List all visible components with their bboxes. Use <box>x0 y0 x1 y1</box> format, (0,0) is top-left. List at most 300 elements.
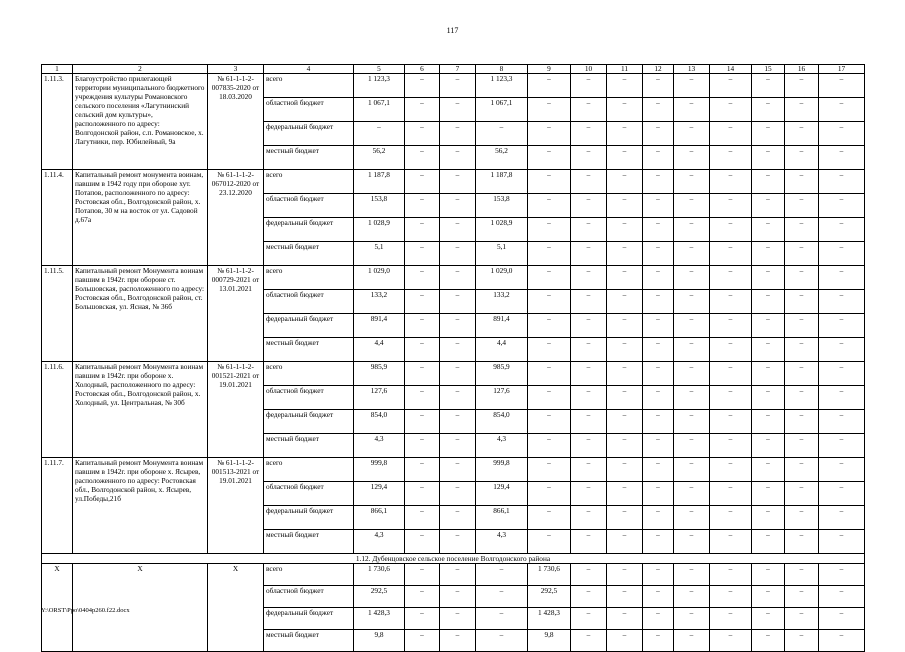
value-cell: – <box>710 530 752 554</box>
value-cell: – <box>528 410 571 434</box>
budget-source-label: областной бюджет <box>264 290 354 314</box>
value-cell-col5: 1 428,3 <box>354 608 405 630</box>
value-cell: – <box>785 122 819 146</box>
value-cell: – <box>571 362 607 386</box>
value-cell: – <box>674 410 710 434</box>
table-row <box>42 74 865 98</box>
value-cell-col8: 866,1 <box>476 506 528 530</box>
value-cell: – <box>607 530 643 554</box>
page-number: 117 <box>446 26 459 35</box>
value-cell: – <box>819 74 865 98</box>
value-cell-col5: 1 123,3 <box>354 74 405 98</box>
item-number: 1.11.5. <box>42 266 73 362</box>
value-cell: – <box>819 314 865 338</box>
value-cell-col5: 1 730,6 <box>354 564 405 586</box>
value-cell: – <box>710 434 752 458</box>
value-cell: – <box>674 266 710 290</box>
value-cell: – <box>643 586 674 608</box>
budget-source-label: местный бюджет <box>264 338 354 362</box>
value-cell: – <box>643 386 674 410</box>
budget-source-label: всего <box>264 458 354 482</box>
value-cell: – <box>528 362 571 386</box>
value-cell-col8: 999,8 <box>476 458 528 482</box>
value-cell: – <box>528 74 571 98</box>
value-cell: – <box>674 314 710 338</box>
value-cell: – <box>785 314 819 338</box>
value-cell-col7: – <box>440 530 476 554</box>
value-cell: – <box>571 290 607 314</box>
value-cell: – <box>528 170 571 194</box>
value-cell: – <box>643 506 674 530</box>
value-cell-col5: 5,1 <box>354 242 405 266</box>
column-number-cell: 5 <box>354 65 405 74</box>
budget-source-label: областной бюджет <box>264 194 354 218</box>
value-cell: – <box>752 98 785 122</box>
value-cell: – <box>674 458 710 482</box>
value-cell: – <box>643 194 674 218</box>
value-cell: – <box>571 266 607 290</box>
value-cell-col5: 4,3 <box>354 434 405 458</box>
item-contract: № 61-1-1-2-001513-2021 от 19.01.2021 <box>208 458 264 554</box>
value-cell: – <box>674 122 710 146</box>
value-cell-col5: 4,3 <box>354 530 405 554</box>
value-cell: – <box>785 506 819 530</box>
value-cell-col6: – <box>405 98 440 122</box>
value-cell: – <box>752 410 785 434</box>
value-cell-col6: – <box>405 194 440 218</box>
value-cell: – <box>819 586 865 608</box>
value-cell: – <box>785 338 819 362</box>
value-cell-col5: 1 187,8 <box>354 170 405 194</box>
value-cell: – <box>643 170 674 194</box>
value-cell: – <box>571 410 607 434</box>
value-cell: – <box>785 74 819 98</box>
value-cell: – <box>607 608 643 630</box>
value-cell: – <box>710 290 752 314</box>
value-cell: – <box>819 122 865 146</box>
value-cell-col7: – <box>440 586 476 608</box>
value-cell: – <box>571 586 607 608</box>
value-cell-col6: – <box>405 218 440 242</box>
value-cell-col8: 1 028,9 <box>476 218 528 242</box>
value-cell: – <box>674 194 710 218</box>
value-cell: – <box>819 338 865 362</box>
section-header-row <box>42 554 865 564</box>
value-cell: – <box>607 290 643 314</box>
column-number-cell: 2 <box>73 65 208 74</box>
value-cell: – <box>819 242 865 266</box>
value-cell: – <box>819 434 865 458</box>
item-contract: № 61-1-1-2-000729-2021 от 13.01.2021 <box>208 266 264 362</box>
value-cell: – <box>674 630 710 652</box>
value-cell-col7: – <box>440 218 476 242</box>
value-cell: – <box>643 218 674 242</box>
value-cell-col8: 4,3 <box>476 434 528 458</box>
budget-source-label: местный бюджет <box>264 630 354 652</box>
column-number-cell: 11 <box>607 65 643 74</box>
value-cell: – <box>674 564 710 586</box>
value-cell: – <box>785 608 819 630</box>
value-cell: – <box>571 530 607 554</box>
value-cell: – <box>528 98 571 122</box>
value-cell-col5: 985,9 <box>354 362 405 386</box>
value-cell: – <box>785 242 819 266</box>
value-cell: – <box>710 170 752 194</box>
value-cell-col6: – <box>405 242 440 266</box>
budget-source-label: федеральный бюджет <box>264 608 354 630</box>
value-cell-col6: – <box>405 434 440 458</box>
column-number-cell: 4 <box>264 65 354 74</box>
value-cell-col6: – <box>405 586 440 608</box>
value-cell: – <box>752 564 785 586</box>
value-cell: – <box>674 338 710 362</box>
value-cell-col7: – <box>440 194 476 218</box>
value-cell: – <box>674 98 710 122</box>
value-cell: – <box>752 386 785 410</box>
value-cell: – <box>752 434 785 458</box>
budget-source-label: федеральный бюджет <box>264 410 354 434</box>
item-number: 1.11.6. <box>42 362 73 458</box>
value-cell: – <box>752 266 785 290</box>
budget-source-label: местный бюджет <box>264 434 354 458</box>
value-cell-col5: 133,2 <box>354 290 405 314</box>
value-cell: – <box>528 242 571 266</box>
value-cell: – <box>819 98 865 122</box>
value-cell: – <box>785 458 819 482</box>
value-cell-col8: – <box>476 122 528 146</box>
value-cell: – <box>819 362 865 386</box>
value-cell-col8: 1 123,3 <box>476 74 528 98</box>
value-cell: – <box>607 242 643 266</box>
value-cell-col8: 153,8 <box>476 194 528 218</box>
value-cell-col7: – <box>440 314 476 338</box>
value-cell: – <box>819 608 865 630</box>
value-cell: – <box>752 146 785 170</box>
value-cell: – <box>528 506 571 530</box>
value-cell: – <box>710 410 752 434</box>
value-cell: – <box>607 506 643 530</box>
item-number: 1.11.3. <box>42 74 73 170</box>
value-cell: – <box>643 290 674 314</box>
value-cell: – <box>752 608 785 630</box>
value-cell: – <box>674 434 710 458</box>
item-name: Капитальный ремонт монумента воинам, павшим в 1942 году при обороне хут. Потапов, расположенного по адресу: Ростовская обл., Волгодонской район, х. Потапов, 30 м на восток от ул. Садовой д.67а <box>73 170 208 266</box>
value-cell-col5: 854,0 <box>354 410 405 434</box>
budget-source-label: местный бюджет <box>264 242 354 266</box>
value-cell: – <box>571 122 607 146</box>
value-cell: – <box>643 458 674 482</box>
value-cell: – <box>643 338 674 362</box>
value-cell: – <box>674 586 710 608</box>
value-cell: – <box>607 386 643 410</box>
value-cell: – <box>752 218 785 242</box>
value-cell: – <box>785 146 819 170</box>
value-cell-col6: – <box>405 338 440 362</box>
value-cell-col6: – <box>405 608 440 630</box>
value-cell-col7: – <box>440 506 476 530</box>
value-cell: – <box>571 506 607 530</box>
value-cell: – <box>710 506 752 530</box>
item-contract: № 61-1-1-2-001521-2021 от 19.01.2021 <box>208 362 264 458</box>
budget-source-label: областной бюджет <box>264 482 354 506</box>
value-cell: – <box>785 564 819 586</box>
value-cell-col7: – <box>440 362 476 386</box>
value-cell-col8: – <box>476 630 528 652</box>
value-cell: – <box>674 608 710 630</box>
column-number-cell: 3 <box>208 65 264 74</box>
value-cell: – <box>571 386 607 410</box>
value-cell-col7: – <box>440 122 476 146</box>
value-cell: – <box>752 122 785 146</box>
value-cell: – <box>710 314 752 338</box>
value-cell: – <box>643 608 674 630</box>
value-cell-col6: – <box>405 170 440 194</box>
value-cell-col6: – <box>405 458 440 482</box>
value-cell-col6: – <box>405 482 440 506</box>
table-row <box>42 458 865 482</box>
value-cell-col5: – <box>354 122 405 146</box>
value-cell: – <box>674 482 710 506</box>
budget-table-wrapper <box>41 64 864 652</box>
value-cell-col5: 1 067,1 <box>354 98 405 122</box>
value-cell-col8: 133,2 <box>476 290 528 314</box>
value-cell: – <box>528 218 571 242</box>
value-cell: – <box>528 338 571 362</box>
value-cell: – <box>528 266 571 290</box>
value-cell: – <box>571 458 607 482</box>
column-number-cell: 15 <box>752 65 785 74</box>
value-cell-col6: – <box>405 290 440 314</box>
value-cell-col7: – <box>440 146 476 170</box>
value-cell: – <box>710 146 752 170</box>
value-cell: – <box>643 564 674 586</box>
value-cell: – <box>528 434 571 458</box>
value-cell: – <box>643 146 674 170</box>
value-cell: – <box>607 458 643 482</box>
value-cell: – <box>528 530 571 554</box>
budget-source-label: федеральный бюджет <box>264 314 354 338</box>
value-cell: – <box>643 434 674 458</box>
item-contract: № 61-1-1-2-067012-2020 от 23.12.2020 <box>208 170 264 266</box>
budget-source-label: местный бюджет <box>264 146 354 170</box>
value-cell-col6: – <box>405 74 440 98</box>
value-cell-col8: 4,4 <box>476 338 528 362</box>
value-cell: – <box>785 170 819 194</box>
x-mark-cell: Х <box>73 564 208 652</box>
budget-source-label: местный бюджет <box>264 530 354 554</box>
value-cell: – <box>607 314 643 338</box>
value-cell-col8: 1 187,8 <box>476 170 528 194</box>
value-cell-col6: – <box>405 506 440 530</box>
value-cell-col6: – <box>405 122 440 146</box>
value-cell: – <box>674 170 710 194</box>
value-cell-col8: 1 029,0 <box>476 266 528 290</box>
value-cell-col5: 9,8 <box>354 630 405 652</box>
value-cell-col8: 5,1 <box>476 242 528 266</box>
value-cell: – <box>752 314 785 338</box>
column-number-cell: 13 <box>674 65 710 74</box>
value-cell: – <box>819 630 865 652</box>
value-cell-col6: – <box>405 266 440 290</box>
value-cell: – <box>528 482 571 506</box>
value-cell-col5: 866,1 <box>354 506 405 530</box>
value-cell: – <box>785 98 819 122</box>
value-cell: – <box>752 338 785 362</box>
value-cell: – <box>710 194 752 218</box>
budget-source-label: областной бюджет <box>264 586 354 608</box>
value-cell-col6: – <box>405 564 440 586</box>
value-cell-col7: – <box>440 410 476 434</box>
column-number-cell: 1 <box>42 65 73 74</box>
value-cell-col9: 1 730,6 <box>528 564 571 586</box>
value-cell: – <box>674 386 710 410</box>
value-cell: – <box>607 266 643 290</box>
value-cell-col8: 129,4 <box>476 482 528 506</box>
value-cell: – <box>571 608 607 630</box>
value-cell: – <box>571 170 607 194</box>
value-cell: – <box>674 290 710 314</box>
value-cell: – <box>752 362 785 386</box>
value-cell: – <box>528 146 571 170</box>
value-cell: – <box>528 458 571 482</box>
column-number-cell: 7 <box>440 65 476 74</box>
value-cell-col5: 127,6 <box>354 386 405 410</box>
value-cell-col7: – <box>440 458 476 482</box>
value-cell-col7: – <box>440 266 476 290</box>
value-cell: – <box>643 362 674 386</box>
value-cell-col7: – <box>440 290 476 314</box>
value-cell-col5: 56,2 <box>354 146 405 170</box>
value-cell-col7: – <box>440 74 476 98</box>
value-cell: – <box>710 98 752 122</box>
value-cell: – <box>752 586 785 608</box>
value-cell: – <box>643 530 674 554</box>
value-cell: – <box>710 122 752 146</box>
budget-source-label: федеральный бюджет <box>264 218 354 242</box>
value-cell: – <box>643 98 674 122</box>
value-cell: – <box>674 74 710 98</box>
value-cell: – <box>710 608 752 630</box>
table-row <box>42 170 865 194</box>
value-cell: – <box>752 242 785 266</box>
value-cell-col5: 292,5 <box>354 586 405 608</box>
value-cell: – <box>710 266 752 290</box>
value-cell-col8: 854,0 <box>476 410 528 434</box>
value-cell: – <box>710 338 752 362</box>
value-cell: – <box>674 530 710 554</box>
footer-file-path: Y:\ORST\Ppo\0404p260.f22.docx <box>41 607 130 614</box>
value-cell: – <box>607 586 643 608</box>
table-row <box>42 362 865 386</box>
value-cell: – <box>819 386 865 410</box>
value-cell-col5: 4,4 <box>354 338 405 362</box>
value-cell: – <box>752 630 785 652</box>
column-number-cell: 6 <box>405 65 440 74</box>
value-cell: – <box>607 98 643 122</box>
value-cell-col7: – <box>440 386 476 410</box>
value-cell: – <box>607 564 643 586</box>
value-cell: – <box>571 98 607 122</box>
budget-source-label: всего <box>264 74 354 98</box>
value-cell-col7: – <box>440 98 476 122</box>
budget-source-label: федеральный бюджет <box>264 122 354 146</box>
budget-source-label: федеральный бюджет <box>264 506 354 530</box>
value-cell-col7: – <box>440 434 476 458</box>
column-number-cell: 16 <box>785 65 819 74</box>
value-cell-col9: 1 428,3 <box>528 608 571 630</box>
section-title: 1.12. Дубенцовское сельское поселение Волгодонского района <box>42 554 865 564</box>
value-cell: – <box>819 482 865 506</box>
value-cell: – <box>643 630 674 652</box>
column-number-cell: 17 <box>819 65 865 74</box>
value-cell: – <box>785 482 819 506</box>
value-cell: – <box>819 564 865 586</box>
value-cell: – <box>785 586 819 608</box>
value-cell: – <box>607 218 643 242</box>
value-cell: – <box>785 410 819 434</box>
value-cell-col5: 1 028,9 <box>354 218 405 242</box>
value-cell: – <box>710 458 752 482</box>
value-cell: – <box>819 146 865 170</box>
budget-table <box>41 64 865 652</box>
value-cell: – <box>710 242 752 266</box>
budget-source-label: областной бюджет <box>264 386 354 410</box>
value-cell-col7: – <box>440 338 476 362</box>
value-cell: – <box>752 530 785 554</box>
value-cell: – <box>643 482 674 506</box>
value-cell-col6: – <box>405 386 440 410</box>
value-cell-col7: – <box>440 630 476 652</box>
value-cell: – <box>571 146 607 170</box>
value-cell: – <box>674 146 710 170</box>
value-cell: – <box>710 586 752 608</box>
budget-source-label: всего <box>264 362 354 386</box>
item-name: Капитальный ремонт Монумента воинам павшим в 1942г. при обороне ст. Большовская, расположенного по адресу: Ростовская обл., Волгодонской район, ст. Большовская, ул. Ясная, № 36б <box>73 266 208 362</box>
item-contract: № 61-1-1-2-007835-2020 от 18.03.2020 <box>208 74 264 170</box>
value-cell: – <box>571 74 607 98</box>
value-cell-col8: 985,9 <box>476 362 528 386</box>
item-name: Благоустройство прилегающей территории муниципального бюджетного учреждения культуры Романовского сельского поселения «Лагутнинский сельский дом культуры», расположенного по адресу: Волгодонской район, с.п. Романовское, х. Лагутники, пер. Юбилейный, 9а <box>73 74 208 170</box>
column-number-row <box>42 65 865 74</box>
value-cell: – <box>528 122 571 146</box>
value-cell: – <box>607 630 643 652</box>
value-cell: – <box>785 386 819 410</box>
value-cell-col6: – <box>405 630 440 652</box>
value-cell: – <box>752 74 785 98</box>
value-cell-col5: 129,4 <box>354 482 405 506</box>
value-cell: – <box>528 386 571 410</box>
column-number-cell: 8 <box>476 65 528 74</box>
value-cell: – <box>571 194 607 218</box>
value-cell-col6: – <box>405 410 440 434</box>
item-name: Капитальный ремонт Монумента воинам павшим в 1942г. при обороне х. Ясырев, расположенного по адресу: Ростовская обл., Волгодонской район, х. Ясырев, ул.Победы,21б <box>73 458 208 554</box>
value-cell: – <box>710 218 752 242</box>
value-cell-col8: 56,2 <box>476 146 528 170</box>
value-cell: – <box>674 362 710 386</box>
value-cell: – <box>643 242 674 266</box>
value-cell: – <box>785 290 819 314</box>
value-cell: – <box>819 266 865 290</box>
value-cell: – <box>607 410 643 434</box>
x-mark-cell: Х <box>42 564 73 652</box>
value-cell: – <box>643 410 674 434</box>
value-cell: – <box>785 434 819 458</box>
value-cell: – <box>819 290 865 314</box>
value-cell-col8: 1 067,1 <box>476 98 528 122</box>
column-number-cell: 14 <box>710 65 752 74</box>
value-cell-col7: – <box>440 564 476 586</box>
value-cell: – <box>752 194 785 218</box>
